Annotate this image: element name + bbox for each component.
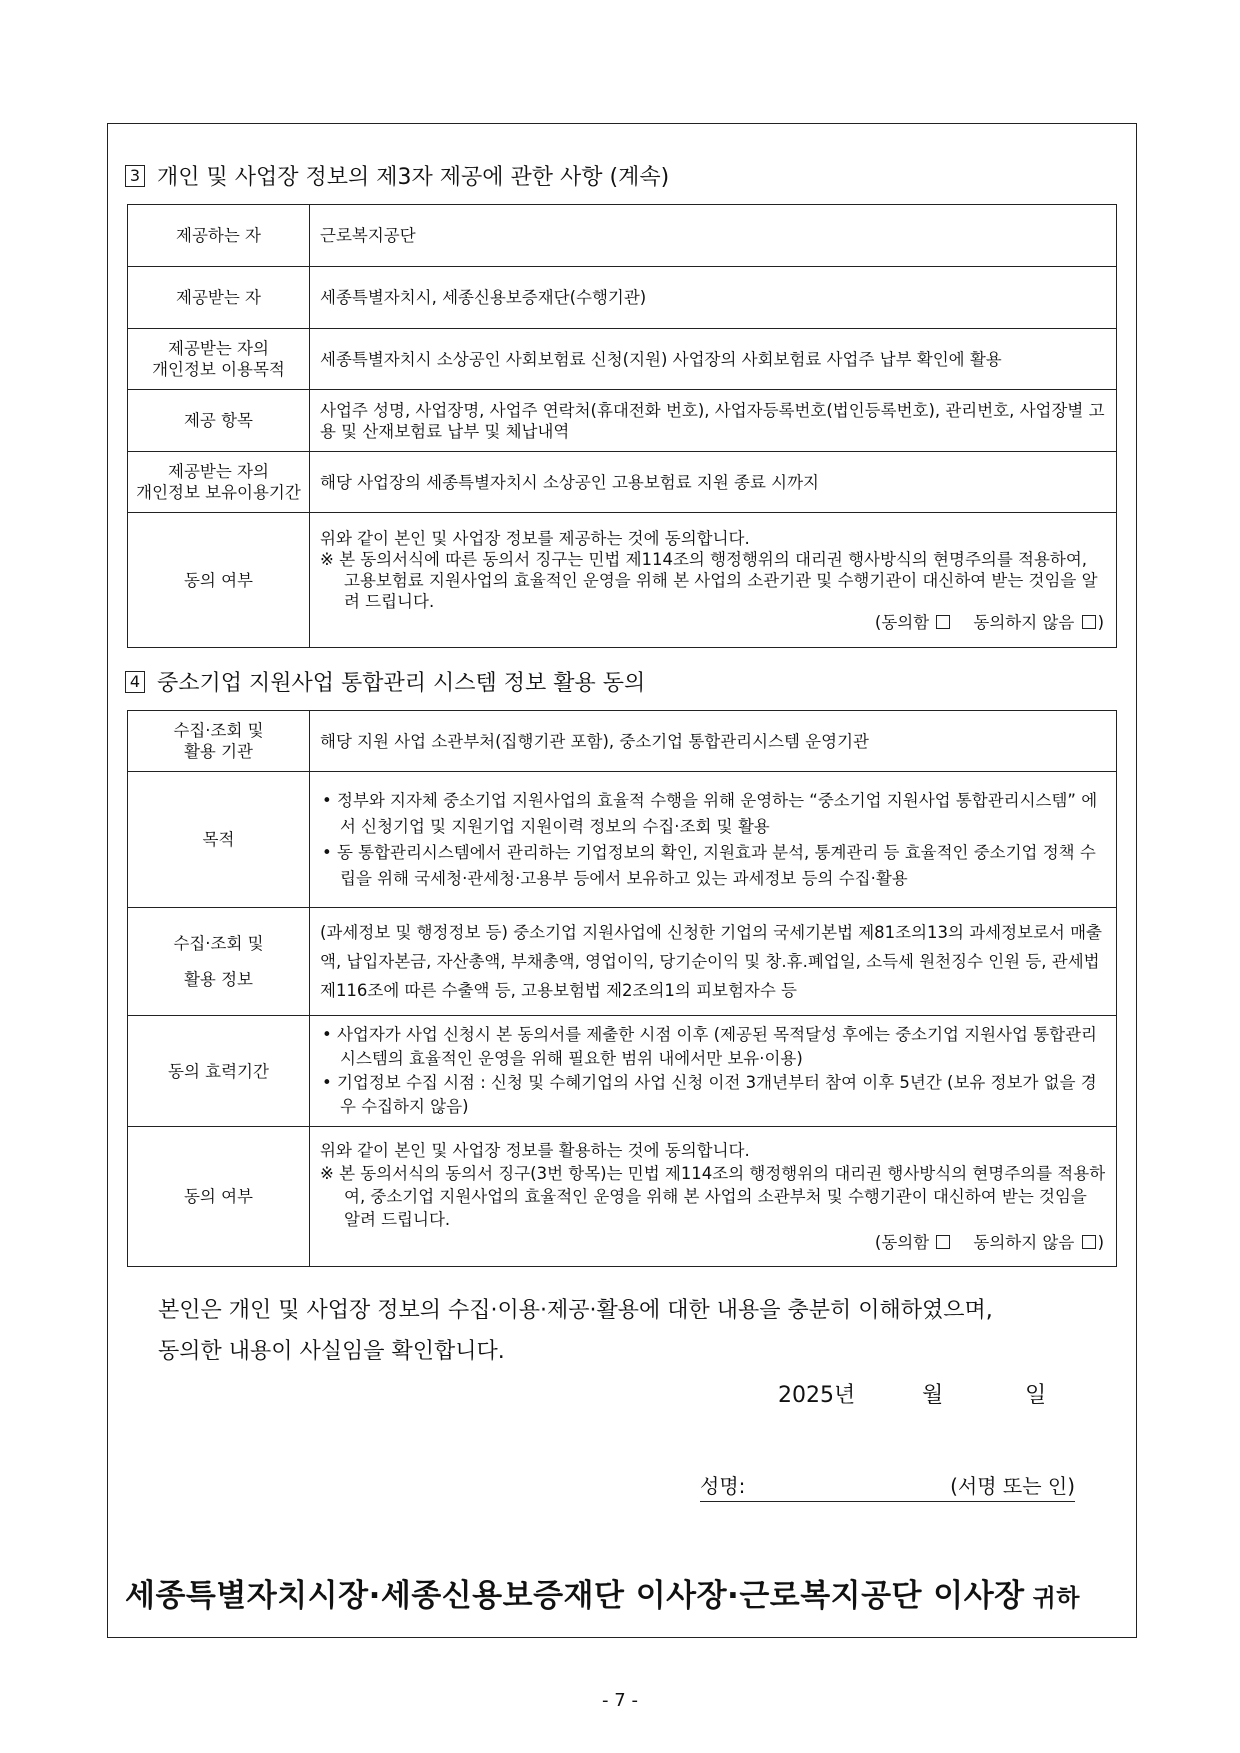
page-number: - 7 - xyxy=(602,1690,638,1711)
addressee-text: 세종특별자치시장·세종신용보증재단 이사장·근로복지공단 이사장 xyxy=(125,1578,1025,1614)
date-year: 2025년 xyxy=(778,1383,856,1408)
agree-checkbox[interactable] xyxy=(936,615,950,629)
date-month: 월 xyxy=(922,1383,944,1408)
row-label: 동의 여부 xyxy=(128,1127,310,1267)
row-label xyxy=(128,711,310,772)
row-label: 동의 효력기간 xyxy=(128,1016,310,1127)
section4-table xyxy=(127,710,1117,1267)
row-label-line: 활용 기관 xyxy=(183,742,253,761)
row-label-line: 개인정보 보유이용기간 xyxy=(136,483,301,502)
bullet-item: • 동 통합관리시스템에서 관리하는 기업정보의 확인, 지원효과 분석, 통계관리 등 효율적인 중소기업 정책 수립을 위해 국세청·관세청·고용부 등에서 보유하고 있는 과세정보 등의 수집·활용 xyxy=(322,842,1096,888)
table-row xyxy=(128,452,1117,513)
row-label-line: 개인정보 이용목적 xyxy=(152,360,285,379)
confirmation-line: 동의한 내용이 사실임을 확인합니다. xyxy=(158,1339,505,1364)
row-label-line: 제공받는 자의 xyxy=(168,339,269,358)
row-label: 목적 xyxy=(128,772,310,908)
consent-row xyxy=(128,513,1117,648)
row-content: 사업주 성명, 사업장명, 사업주 연락처(휴대전화 번호), 사업자등록번호(법인등록번호), 관리번호, 사업장별 고용 및 산재보험료 납부 및 체납내역 xyxy=(310,390,1117,452)
row-content xyxy=(310,772,1117,908)
bullet-item: • 기업정보 수집 시점 : 신청 및 수혜기업의 사업 신청 이전 3개년부터 참여 이후 5년간 (보유 정보가 없을 경우 수집하지 않음) xyxy=(322,1073,1097,1116)
row-label-line: 활용 정보 xyxy=(183,969,253,989)
consent-row xyxy=(128,1127,1117,1267)
row-label: 제공 항목 xyxy=(128,390,310,452)
section3-heading xyxy=(125,160,669,191)
addressee xyxy=(125,1570,1080,1615)
signature-hint: (서명 또는 인) xyxy=(950,1474,1075,1498)
agree-label: (동의함 xyxy=(874,612,930,632)
signature-label: 성명: xyxy=(700,1474,746,1498)
bullet-item: • 사업자가 사업 신청시 본 동의서를 제출한 시점 이후 (제공된 목적달성 후에는 중소기업 지원사업 통합관리시스템의 효율적인 운영을 위해 필요한 범위 내에서만 보유·이용) xyxy=(322,1025,1097,1068)
section4-number: 4 xyxy=(125,671,145,693)
consent-content xyxy=(310,513,1117,648)
disagree-checkbox[interactable] xyxy=(1082,615,1096,629)
agree-label: (동의함 xyxy=(874,1233,930,1252)
consent-choices: (동의함 동의하지 않음 ) xyxy=(874,1233,1104,1252)
confirmation-line: 본인은 개인 및 사업장 정보의 수집·이용·제공·활용에 대한 내용을 충분히 이해하였으며, xyxy=(158,1298,993,1323)
row-label xyxy=(128,329,310,390)
agree-checkbox[interactable] xyxy=(936,1235,950,1249)
table-row xyxy=(128,205,1117,267)
row-label-line: 수집·조회 및 xyxy=(173,721,264,740)
consent-statement: 위와 같이 본인 및 사업장 정보를 활용하는 것에 동의합니다. xyxy=(320,1141,750,1160)
section4-heading xyxy=(125,666,645,697)
table-row xyxy=(128,1016,1117,1127)
row-content: 세종특별자치시, 세종신용보증재단(수행기관) xyxy=(310,267,1117,329)
consent-note: ※ 본 동의서식에 따른 동의서 징구는 민법 제114조의 행정행위의 대리권 행사방식의 현명주의를 적용하여, 고용보험료 지원사업의 효율적인 운영을 위해 본 사업의 소관기관 및 수행기관이 대신하여 받는 것임을 알려 드립니다. xyxy=(320,549,1098,611)
row-label xyxy=(128,452,310,513)
addressee-honorific: 귀하 xyxy=(1032,1584,1080,1612)
row-label: 제공받는 자 xyxy=(128,267,310,329)
row-content: 해당 지원 사업 소관부처(집행기관 포함), 중소기업 통합관리시스템 운영기관 xyxy=(310,711,1117,772)
bullet-item: • 정부와 지자체 중소기업 지원사업의 효율적 수행을 위해 운영하는 “중소기업 지원사업 통합관리시스템” 에서 신청기업 및 지원기업 지원이력 정보의 수집·조회 및 활용 xyxy=(322,790,1098,836)
table-row xyxy=(128,267,1117,329)
row-content: 근로복지공단 xyxy=(310,205,1117,267)
date-day: 일 xyxy=(1025,1383,1047,1408)
row-content xyxy=(310,1016,1117,1127)
consent-choices: (동의함 동의하지 않음 ) xyxy=(874,612,1104,632)
section4-title: 중소기업 지원사업 통합관리 시스템 정보 활용 동의 xyxy=(157,671,646,696)
row-label xyxy=(128,908,310,1016)
row-label-line: 수집·조회 및 xyxy=(173,933,264,953)
disagree-label: 동의하지 않음 xyxy=(973,1233,1075,1252)
table-row xyxy=(128,329,1117,390)
disagree-label: 동의하지 않음 xyxy=(973,612,1075,632)
consent-content xyxy=(310,1127,1117,1267)
consent-statement: 위와 같이 본인 및 사업장 정보를 제공하는 것에 동의합니다. xyxy=(320,528,750,548)
table-row xyxy=(128,772,1117,908)
table-row xyxy=(128,711,1117,772)
consent-note: ※ 본 동의서식의 동의서 징구(3번 항목)는 민법 제114조의 행정행위의 대리권 행사방식의 현명주의를 적용하여, 중소기업 지원사업의 효율적인 운영을 위해 본 사업의 소관부처 및 수행기관이 대신하여 받는 것임을 알려 드립니다. xyxy=(320,1164,1106,1229)
section3-number: 3 xyxy=(125,165,145,187)
row-content: 해당 사업장의 세종특별자치시 소상공인 고용보험료 지원 종료 시까지 xyxy=(310,452,1117,513)
row-label: 동의 여부 xyxy=(128,513,310,648)
disagree-checkbox[interactable] xyxy=(1082,1235,1096,1249)
section3-table xyxy=(127,204,1117,648)
row-content: (과세정보 및 행정정보 등) 중소기업 지원사업에 신청한 기업의 국세기본법 제81조의13의 과세정보로서 매출액, 납입자본금, 자산총액, 부채총액, 영업이익, 당기순이익 및 창.휴.폐업일, 소득세 원천징수 인원 등, 관세법 제116조에 따른 수출액 등, 고용보험법 제2조의1의 피보험자수 등 xyxy=(310,908,1117,1016)
row-content: 세종특별자치시 소상공인 사회보험료 신청(지원) 사업장의 사회보험료 사업주 납부 확인에 활용 xyxy=(310,329,1117,390)
confirmation-text xyxy=(158,1290,993,1372)
table-row xyxy=(128,390,1117,452)
signature-line[interactable] xyxy=(700,1470,1075,1502)
row-label-line: 제공받는 자의 xyxy=(168,462,269,481)
row-label: 제공하는 자 xyxy=(128,205,310,267)
table-row xyxy=(128,908,1117,1016)
section3-title: 개인 및 사업장 정보의 제3자 제공에 관한 사항 (계속) xyxy=(157,165,670,190)
